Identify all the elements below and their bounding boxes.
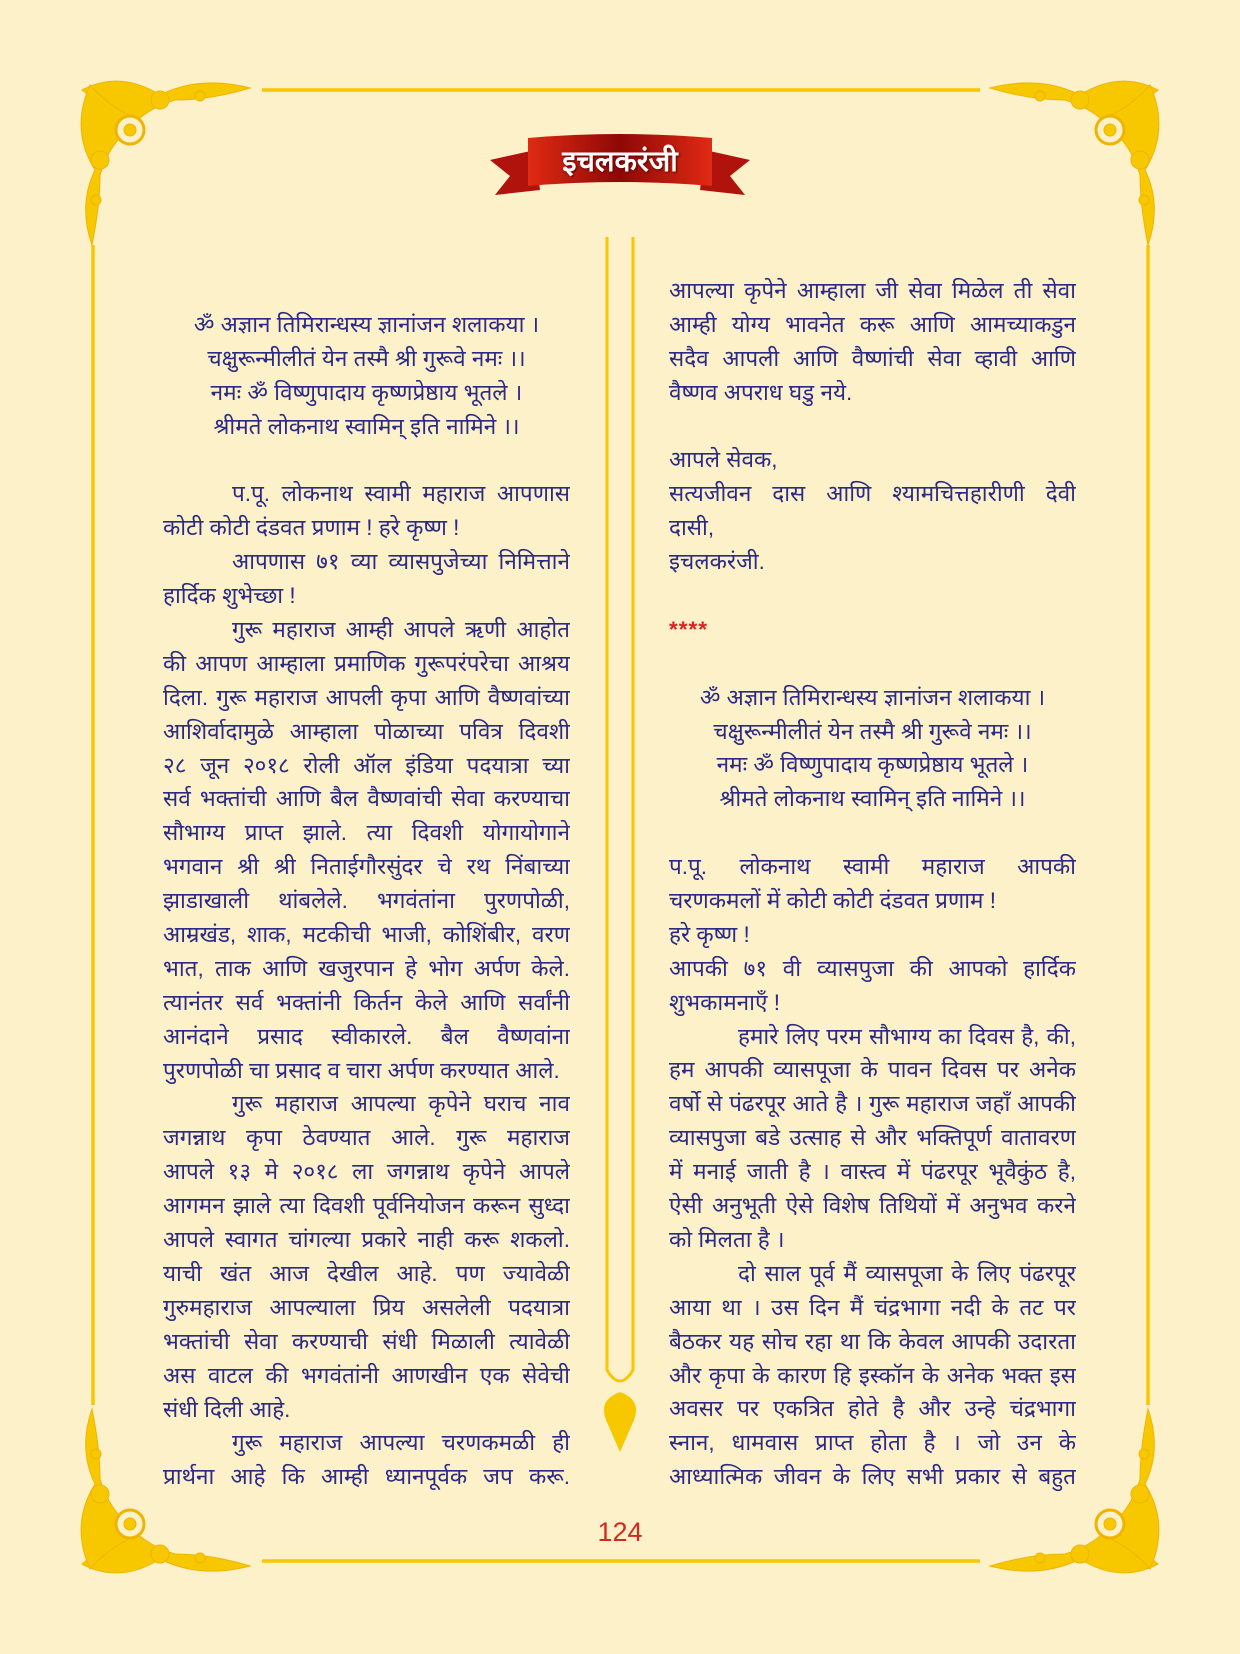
paragraph-line: सौभाग्य प्राप्त झाले. त्या दिवशी योगायोगाने [163, 820, 570, 846]
paragraph-line: चरणकमलों में कोटी कोटी दंडवत प्रणाम ! [669, 888, 997, 914]
corner-ornament [81, 81, 250, 245]
paragraph-line: प.पू. लोकनाथ स्वामी महाराज आपकी [669, 854, 1076, 880]
paragraph-line: स्नान, धामवास प्राप्त होता है । जो उन के [669, 1430, 1076, 1456]
page-number: 124 [597, 1517, 643, 1547]
verse-line: चक्षुरून्मीलीतं येन तस्मै श्री गुरूवे नमः ।। [713, 718, 1032, 744]
paragraph-line: आपल्या कृपेने आम्हाला जी सेवा मिळेल ती सेवा [669, 278, 1076, 303]
paragraph-line: अस वाटल की भगवंतांनी आणखीन एक सेवेची [163, 1362, 570, 1388]
signature-names: दासी, [669, 515, 715, 541]
paragraph-line: भात, ताक आणि खजुरपान हे भोग अर्पण केले. [163, 955, 570, 981]
paragraph-line: झाडाखाली थांबलेले. भगवंतांना पुरणपोळी, [163, 888, 570, 914]
verse-line: नमः ॐ विष्णुपादाय कृष्णप्रेष्ठाय भूतले । [716, 752, 1029, 778]
paragraph-line: प.पू. लोकनाथ स्वामी महाराज आपणास [232, 481, 570, 507]
paragraph-line: गुरू महाराज आम्ही आपले ऋणी आहोत [232, 617, 570, 643]
paragraph-line: में मनाई जाती है । वास्त्व में पंढरपूर भूवैकुंठ है, [669, 1159, 1076, 1185]
paragraph-line: को मिलता है । [669, 1226, 785, 1252]
signature-names: सत्यजीवन दास आणि श्यामचित्तहारीणी देवी [669, 481, 1076, 507]
paragraph-line: प्रार्थना आहे कि आम्ही ध्यानपूर्वक जप करू. [163, 1464, 570, 1490]
verse-line: ॐ अज्ञान तिमिरान्धस्य ज्ञानांजन शलाकया । [193, 312, 540, 337]
page-title: इचलकरंजी [562, 146, 678, 178]
column-divider [607, 237, 633, 1381]
paragraph-line: और कृपा के कारण हि इस्कॉन के अनेक भक्त इस [669, 1362, 1076, 1388]
paragraph-line: आध्यात्मिक जीवन के लिए सभी प्रकार से बहुत [669, 1464, 1076, 1490]
paragraph-line: हम आपकी व्यासपूजा के पावन दिवस पर अनेक [669, 1057, 1076, 1083]
signature-closing: आपले सेवक, [669, 447, 778, 473]
paragraph-line: आपणास ७१ व्या व्यासपुजेच्या निमित्ताने [232, 549, 570, 575]
paragraph-line: दो साल पूर्व मैं व्यासपूजा के लिए पंढरपूर [738, 1260, 1076, 1286]
paragraph-line: भक्तांची सेवा करण्याची संधी मिळाली त्यावेळी [163, 1328, 570, 1354]
paragraph-line: की आपण आम्हाला प्रमाणिक गुरूपरंपरेचा आश्रय [163, 650, 570, 676]
paragraph-line: आपले स्वागत चांगल्या प्रकारे नाही करू शकलो. [163, 1227, 570, 1253]
paragraph-line: याची खंत आज देखील आहे. पण ज्यावेळी [163, 1260, 570, 1286]
paragraph-line: हार्दिक शुभेच्छा ! [163, 583, 296, 609]
paragraph-line: हमारे लिए परम सौभाग्य का दिवस है, की, [738, 1023, 1076, 1049]
paragraph-line: आपले १३ मे २०१८ ला जगन्नाथ कृपेने आपले [163, 1159, 570, 1185]
paragraph-line: व्यासपुजा बडे उत्साह से और भक्तिपूर्ण वातावरण [669, 1125, 1076, 1151]
signature-place: इचलकरंजी. [669, 549, 765, 575]
paragraph-line: संधी दिली आहे. [163, 1396, 291, 1422]
paragraph-line: सदैव आपली आणि वैष्णांची सेवा व्हावी आणि [669, 345, 1076, 371]
paragraph-line: आगमन झाले त्या दिवशी पूर्वनियोजन करून सुध्दा [163, 1193, 570, 1219]
verse-line: नमः ॐ विष्णुपादाय कृष्णप्रेष्ठाय भूतले । [210, 379, 523, 405]
verse-line: श्रीमते लोकनाथ स्वामिन् इति नामिने ।। [719, 786, 1026, 812]
paragraph-line: ऐसी अनुभूती ऐसे विशेष तिथियों में अनुभव करने [669, 1193, 1076, 1219]
spacer [163, 444, 570, 478]
spacer [669, 410, 1076, 444]
paragraph-line: आम्ही योग्य भावनेत करू आणि आमच्याकडुन [669, 311, 1076, 337]
paragraph-line: कोटी कोटी दंडवत प्रणाम ! हरे कृष्ण ! [163, 515, 460, 541]
verse-line: चक्षुरून्मीलीतं येन तस्मै श्री गुरूवे नमः ।। [207, 345, 526, 371]
paragraph-line: वैष्णव अपराध घडु नये. [669, 379, 853, 405]
paragraph-line: भगवान श्री श्री निताईगौरसुंदर चे रथ निंबाच्या [163, 854, 570, 880]
paragraph-line: सर्व भक्तांची आणि बैल वैष्णवांची सेवा करण्याचा [163, 786, 570, 812]
paragraph-line: हरे कृष्ण ! [669, 921, 750, 947]
paragraph-line: आया था । उस दिन मैं चंद्रभागा नदी के तट पर [669, 1294, 1076, 1320]
spacer [669, 647, 1076, 681]
paragraph-line: आपकी ७१ वी व्यासपुजा की आपको हार्दिक [669, 955, 1076, 981]
paragraph-line: दिला. गुरू महाराज आपली कृपा आणि वैष्णवांच्या [163, 684, 570, 710]
paragraph-line: त्यानंतर सर्व भक्तांनी किर्तन केले आणि सर्वांनी [163, 989, 570, 1015]
paragraph-line: पुरणपोळी चा प्रसाद व चारा अर्पण करण्यात आले. [163, 1057, 560, 1083]
left-column [163, 308, 570, 1494]
verse-line: ॐ अज्ञान तिमिरान्धस्य ज्ञानांजन शलाकया । [699, 684, 1046, 710]
paragraph-line: २८ जून २०१८ रोली ऑल इंडिया पदयात्रा च्या [163, 752, 570, 778]
paragraph-line: गुरू महाराज आपल्या चरणकमळी ही [232, 1430, 570, 1456]
divider-drop-ornament [604, 1392, 636, 1452]
paragraph-line: गुरू महाराज आपल्या कृपेने घराच नाव [232, 1091, 570, 1117]
paragraph-line: वर्षो से पंढरपूर आते है । गुरू महाराज जहाँ आपकी [669, 1091, 1076, 1117]
paragraph-line: बैठकर यह सोच रहा था कि केवल आपकी उदारता [669, 1328, 1076, 1354]
paragraph-line: जगन्नाथ कृपा ठेवण्यात आले. गुरू महाराज [163, 1125, 570, 1151]
spacer [669, 816, 1076, 850]
right-column [669, 274, 1076, 1494]
paragraph-line: आनंदाने प्रसाद स्वीकारले. बैल वैष्णवांना [163, 1023, 570, 1049]
paragraph-line: शुभकामनाएँ ! [669, 989, 780, 1015]
paragraph-line: गुरुमहाराज आपल्याला प्रिय असलेली पदयात्रा [163, 1294, 570, 1320]
verse-line: श्रीमते लोकनाथ स्वामिन् इति नामिने ।। [213, 413, 520, 439]
spacer [669, 579, 1076, 613]
paragraph-line: आम्रखंड, शाक, मटकीची भाजी, कोशिंबीर, वरण [163, 922, 570, 948]
paragraph-line: आशिर्वादामुळे आम्हाला पोळाच्या पवित्र दिवशी [163, 718, 570, 744]
section-separator-stars: **** [669, 616, 709, 642]
paragraph-line: अवसर पर एकत्रित होते है और उन्हे चंद्रभागा [669, 1396, 1076, 1422]
